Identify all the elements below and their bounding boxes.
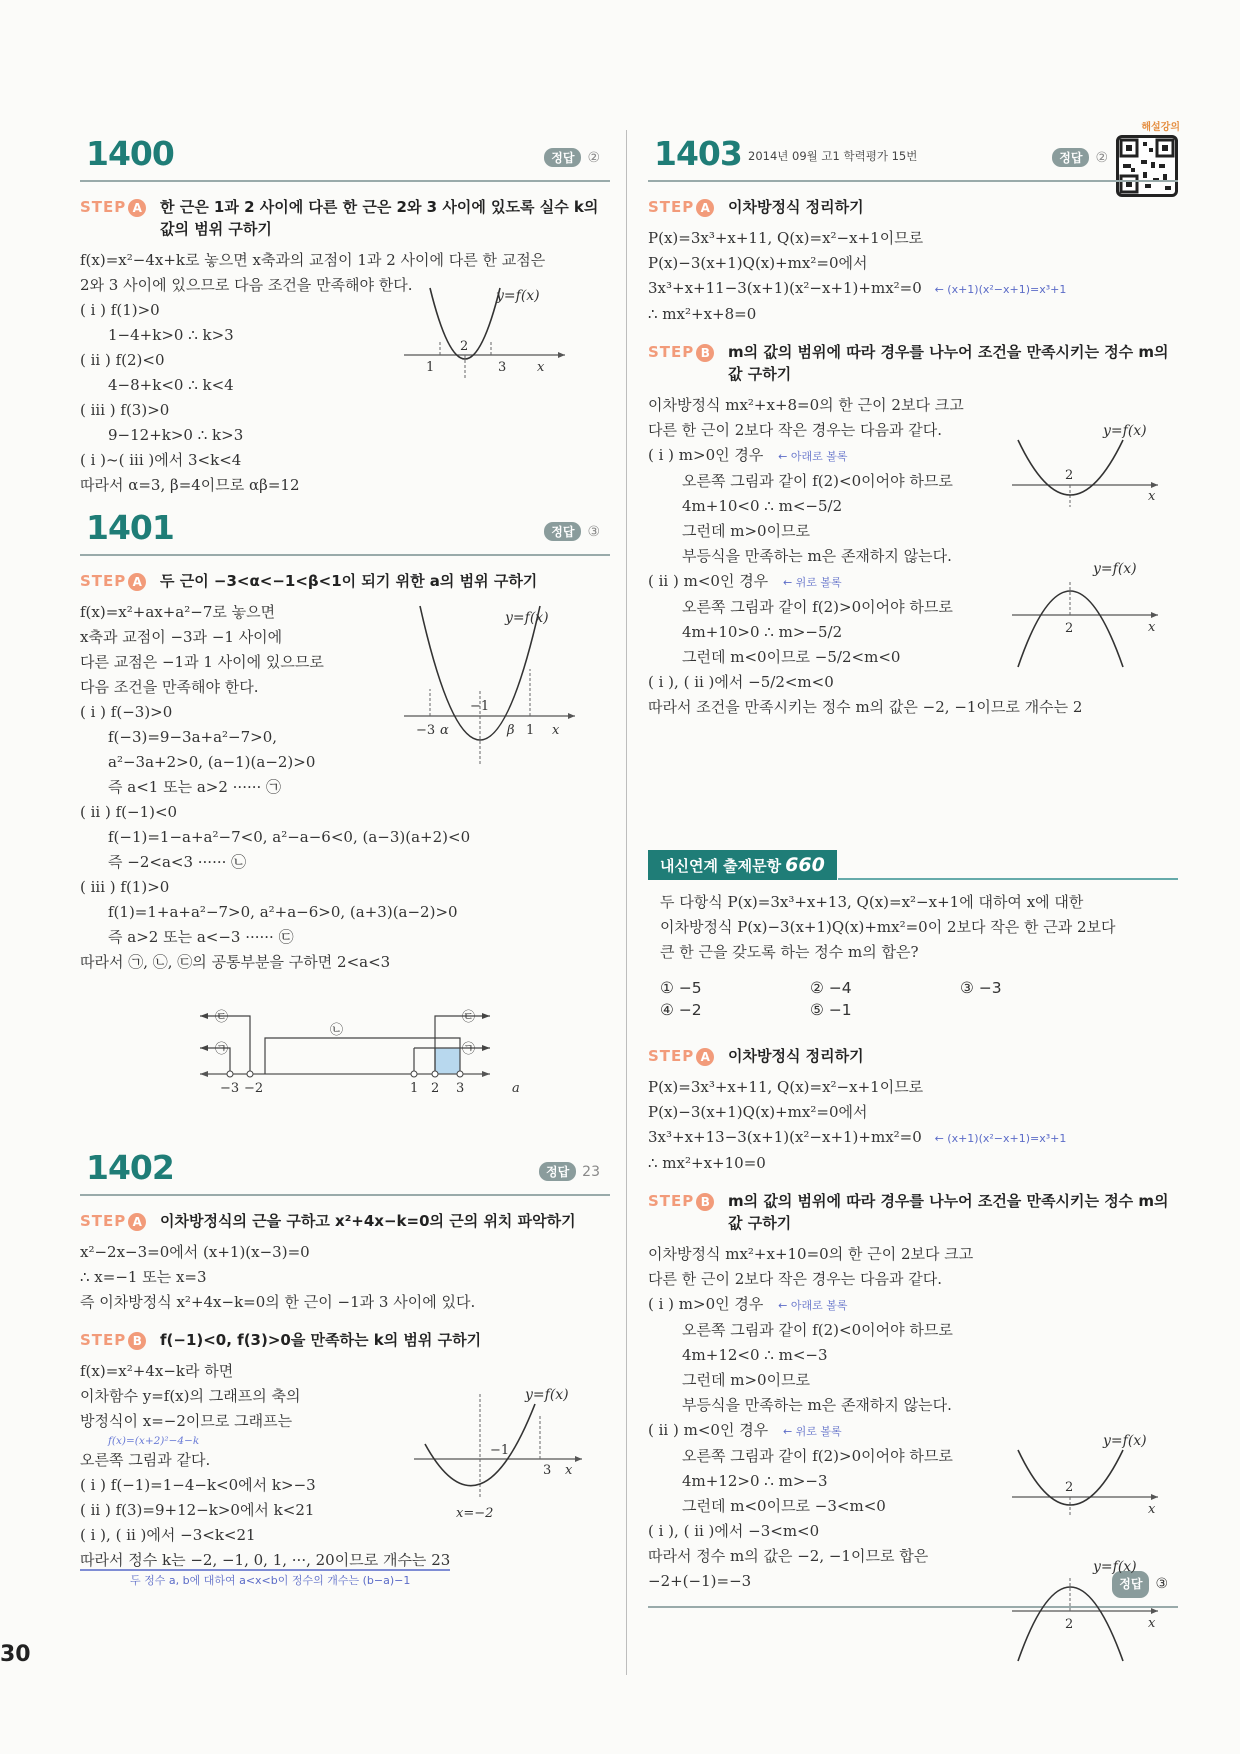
number-line-diagram [190,1004,590,1104]
solution-line: f(−3)=9−3a+a²−7>0, [108,728,278,746]
answer-badge: 정답 [1112,1571,1149,1598]
solution-line: 방정식이 x=−2이므로 그래프는 [80,1412,293,1430]
solution-line: ( ii ) f(2)<0 [80,351,165,369]
solution-line: ( i ) m>0인 경우 [648,1295,764,1313]
answer-tag [544,148,600,167]
solution-line: P(x)−3(x+1)Q(x)+mx²=0에서 [648,1103,868,1121]
solution-line: 이차함수 y=f(x)의 그래프의 축의 [80,1387,301,1405]
problem-source: 2014년 09월 고1 학력평가 15번 [748,149,918,163]
choice-3[interactable]: ③ −3 [960,979,1002,997]
solution-line: 오른쪽 그림과 같이 f(2)>0이어야 하므로 [682,1447,953,1465]
step-label: STEP A [80,196,146,218]
solution-line: 따라서 ㉠, ㉡, ㉢의 공통부분을 구하면 2<a<3 [80,953,391,971]
step-label: STEP A [80,570,146,592]
axis-label: x [1148,1616,1156,1631]
solution-line: 4m+12>0 ∴ m>−3 [682,1472,828,1490]
solution-line: −2+(−1)=−3 [648,1572,752,1590]
linked-question [648,890,1178,965]
problem-1400 [80,130,610,498]
footnote: 두 정수 a, b에 대하여 a<x<b이 정수의 개수는 (b−a)−1 [130,1574,411,1587]
choice-2[interactable]: ② −4 [810,979,852,997]
tick-label: 3 [498,360,507,375]
step-a [80,196,610,240]
step-b [648,341,1178,385]
parabola-graph [400,594,580,769]
problem-header [80,1144,610,1196]
problem-1401 [80,504,610,1096]
solution-line: 다른 한 근이 2보다 작은 경우는 다음과 같다. [648,1270,943,1288]
solution-line: ( ii ) m<0인 경우 [648,572,769,590]
solution-line: ( iii ) f(3)>0 [80,401,170,419]
region-label: ㉠ [462,1042,476,1057]
axis-label: x [552,723,560,738]
solution-line: P(x)=3x³+x+11, Q(x)=x²−x+1이므로 [648,229,924,247]
graph-label: y=f(x) [496,288,540,304]
problem-number: 1400 [86,134,174,173]
solution-line: ∴ x=−1 또는 x=3 [80,1268,207,1286]
region-label: ㉢ [215,1010,229,1025]
solution-line: x축과 교점이 −3과 −1 사이에 [80,628,283,646]
solution-line: 즉 이차방정식 x²+4x−k=0의 한 근이 −1과 3 사이에 있다. [80,1293,476,1311]
solution-line: 3x³+x+13−3(x+1)(x²−x+1)+mx²=0 [648,1128,922,1146]
solution-line: 4−8+k<0 ∴ k<4 [108,376,234,394]
linked-rule [838,878,1178,880]
graph-label: y=f(x) [1103,423,1147,439]
tick-label: 3 [543,1463,552,1478]
solution-line: 1−4+k>0 ∴ k>3 [108,326,234,344]
solution-line: f(x)=x²+4x−k라 하면 [80,1362,234,1380]
problem-1403 [648,130,1178,720]
solution-line: 오른쪽 그림과 같이 f(2)>0이어야 하므로 [682,598,953,616]
tick-label: −1 [470,699,490,714]
solution-line: ∴ mx²+x+10=0 [648,1154,766,1172]
page-number: 30 [0,1642,31,1667]
region-label: ㉠ [215,1042,229,1057]
linked-title: 내신연계 출제문항 660 [648,850,837,880]
axis-label: x [537,360,545,375]
side-note: ← (x+1)(x²−x+1)=x³+1 [934,1132,1067,1145]
linked-problem-660 [648,850,1178,1632]
solution-line: 따라서 α=3, β=4이므로 αβ=12 [80,476,300,494]
axis-of-symmetry-label: x=−2 [456,1506,494,1521]
parabola-up-graph [1008,1425,1168,1525]
graph-label: y=f(x) [1093,561,1137,577]
solution-line: 2와 3 사이에 있으므로 다음 조건을 만족해야 한다. [80,276,413,294]
problem-number: 1402 [86,1148,174,1187]
side-note: ← 아래로 볼록 [778,1299,848,1312]
linked-header [648,850,1178,880]
tick-label: α [440,723,449,738]
solution-line: 4m+10<0 ∴ m<−5/2 [682,497,843,515]
axis-label: x [565,1463,573,1478]
solution-line: f(1)=1+a+a²−7>0, a²+a−6>0, (a+3)(a−2)>0 [108,903,458,921]
region-label: ㉢ [462,1010,476,1025]
side-note: ← 위로 볼록 [782,1425,842,1438]
axis-label: x [1148,620,1156,635]
tick-label: 1 [410,1081,419,1096]
problem-header [80,130,610,182]
step-b [648,1190,1178,1234]
solution-line: 이차방정식 mx²+x+8=0의 한 근이 2보다 크고 [648,396,964,414]
parabola-graph [400,280,570,400]
solution-line: 다른 한 근이 2보다 작은 경우는 다음과 같다. [648,421,943,439]
choice-5[interactable]: ⑤ −1 [810,1001,852,1019]
answer-badge: 정답 [544,148,581,167]
step-title: 이차방정식 정리하기 [728,198,864,216]
tick-label: 1 [426,360,435,375]
step-title: f(−1)<0, f(3)>0을 만족하는 k의 범위 구하기 [160,1331,482,1349]
side-note: ← (x+1)(x²−x+1)=x³+1 [934,283,1067,296]
solution-line: 따라서 정수 m의 값은 −2, −1이므로 합은 [648,1547,929,1565]
problem-1402 [80,1144,610,1589]
answer-tag [539,1162,600,1181]
solution-line: ( i ), ( ii )에서 −5/2<m<0 [648,673,834,691]
answer-value: ③ [587,523,600,540]
solution-line: P(x)−3(x+1)Q(x)+mx²=0에서 [648,254,868,272]
solution-line: 다음 조건을 만족해야 한다. [80,678,259,696]
answer-value: ② [1095,149,1108,166]
solution-line: f(x)=x²−4x+k로 놓으면 x축과의 교점이 1과 2 사이에 다른 한 교점은 [80,251,546,269]
step-title: 한 근은 1과 2 사이에 다른 한 근은 2와 3 사이에 있도록 실수 k의 값의 범위 구하기 [160,198,599,238]
tick-label: −1 [490,1443,510,1458]
solution-line: 그런데 m>0이므로 [682,1371,811,1389]
solution-line: f(−1)=1−a+a²−7<0, a²−a−6<0, (a−3)(a+2)<0 [108,828,471,846]
tick-label: 2 [1065,621,1074,636]
solution-line: 따라서 정수 k는 −2, −1, 0, 1, ···, 20이므로 개수는 23 [80,1551,451,1569]
solution-line: 3x³+x+11−3(x+1)(x²−x+1)+mx²=0 [648,279,922,297]
tick-label: 1 [526,723,535,738]
solution-line: 부등식을 만족하는 m은 존재하지 않는다. [682,547,952,565]
step-label: STEP A [80,1210,146,1232]
solution-line: f(x)=x²+ax+a²−7로 놓으면 [80,603,276,621]
parabola-up-graph [1008,415,1168,515]
qr-label: 해설강의 [1141,122,1180,133]
question-line: 두 다항식 P(x)=3x³+x+13, Q(x)=x²−x+1에 대하여 x에 대한 [660,893,1084,911]
region-label: ㉡ [330,1023,344,1038]
solution-line: 즉 a<1 또는 a>2 ······ ㉠ [108,778,282,796]
column-divider [626,130,627,1675]
parabola-down-graph [1008,1553,1168,1663]
problem-header [648,130,1178,182]
solution-line: 오른쪽 그림과 같다. [80,1451,211,1469]
step-b [80,1329,610,1351]
solution-line: ( i ) f(1)>0 [80,301,160,319]
axis-note: f(x)=(x+2)²−4−k [108,1435,200,1447]
graph-label: y=f(x) [1103,1433,1147,1449]
choice-1[interactable]: ① −5 [660,979,702,997]
answer-tag [544,522,600,541]
solution-line: x²−2x−3=0에서 (x+1)(x−3)=0 [80,1243,310,1261]
tick-label: 2 [1065,1480,1074,1495]
tick-label: −3 [416,723,436,738]
solution-text [648,1075,1178,1176]
solution-line: 부등식을 만족하는 m은 존재하지 않는다. [682,1396,952,1414]
solution-line: 그런데 m<0이므로 −3<m<0 [682,1497,886,1515]
graph-label: y=f(x) [525,1387,569,1403]
solution-text [648,226,1178,327]
step-label: STEP A [648,1045,714,1067]
choice-4[interactable]: ④ −2 [660,1001,702,1019]
tick-label: 3 [456,1081,465,1096]
graph-label: y=f(x) [1093,1559,1137,1575]
solution-line: 그런데 m>0이므로 [682,522,811,540]
step-label: STEP B [80,1329,146,1351]
solution-line: ( i ), ( ii )에서 −3<m<0 [648,1522,820,1540]
solution-line: 따라서 조건을 만족시키는 정수 m의 값은 −2, −1이므로 개수는 2 [648,698,1083,716]
answer-value: 23 [582,1163,600,1180]
solution-line: a²−3a+2>0, (a−1)(a−2)>0 [108,753,316,771]
step-label: STEP A [648,196,714,218]
solution-line: ( ii ) m<0인 경우 [648,1421,769,1439]
answer-badge: 정답 [544,522,581,541]
question-line: 이차방정식 P(x)−3(x+1)Q(x)+mx²=0이 2보다 작은 한 근과 2보다 [660,918,1116,936]
solution-line: ( i ) f(−1)=1−4−k<0에서 k>−3 [80,1476,316,1494]
solution-line: P(x)=3x³+x+11, Q(x)=x²−x+1이므로 [648,1078,924,1096]
step-title: 두 근이 −3<α<−1<β<1이 되기 위한 a의 범위 구하기 [160,572,538,590]
graph-label: y=f(x) [505,610,549,626]
solution-line: ( i )~( iii )에서 3<k<4 [80,451,242,469]
solution-line: 이차방정식 mx²+x+10=0의 한 근이 2보다 크고 [648,1245,974,1263]
problem-number: 1403 [654,134,742,173]
solution-line: ( i ) f(−3)>0 [80,703,173,721]
answer-badge: 정답 [539,1162,576,1181]
answer-tag [1052,148,1108,167]
tick-label: β [507,723,515,738]
answer-value: ③ [1155,1576,1168,1592]
answer-choices [648,979,1178,1019]
solution-line: 그런데 m<0이므로 −5/2<m<0 [682,648,901,666]
solution-line: 다른 교점은 −1과 1 사이에 있으므로 [80,653,324,671]
solution-line: 4m+10>0 ∴ m>−5/2 [682,623,843,641]
solution-line: 4m+12<0 ∴ m<−3 [682,1346,828,1364]
solution-line: 오른쪽 그림과 같이 f(2)<0이어야 하므로 [682,1321,953,1339]
axis-label: x [1148,1502,1156,1517]
step-a [80,570,610,592]
tick-label: 2 [1065,468,1074,483]
side-note: ← 아래로 볼록 [778,450,848,463]
step-a [80,1210,610,1232]
solution-line: 즉 −2<a<3 ······ ㉡ [108,853,247,871]
side-note: ← 위로 볼록 [782,576,842,589]
axis-label: x [1148,489,1156,504]
problem-number: 1401 [86,508,174,547]
tick-label: −2 [244,1081,264,1096]
tick-label: −3 [220,1081,240,1096]
step-a [648,1045,1178,1067]
solution-text [80,1240,610,1315]
step-title: m의 값의 범위에 따라 경우를 나누어 조건을 만족시키는 정수 m의 값 구하기 [728,1192,1169,1232]
answer-badge: 정답 [1052,148,1089,167]
solution-line: 오른쪽 그림과 같이 f(2)<0이어야 하므로 [682,472,953,490]
axis-label: a [512,1081,520,1096]
step-title: 이차방정식의 근을 구하고 x²+4x−k=0의 근의 위치 파악하기 [160,1212,576,1230]
solution-line: ( i ) m>0인 경우 [648,446,764,464]
solution-line: ( i ), ( ii )에서 −3<k<21 [80,1526,256,1544]
parabola-graph [410,1374,590,1524]
solution-line: ( ii ) f(3)=9+12−k>0에서 k<21 [80,1501,315,1519]
tick-label: 2 [460,339,469,354]
tick-label: 2 [431,1081,440,1096]
solution-line: ( ii ) f(−1)<0 [80,803,178,821]
step-title: m의 값의 범위에 따라 경우를 나누어 조건을 만족시키는 정수 m의 값 구하기 [728,343,1169,383]
step-a [648,196,1178,218]
question-line: 큰 한 근을 갖도록 하는 정수 m의 합은? [660,943,919,961]
solution-line: ∴ mx²+x+8=0 [648,305,757,323]
problem-header [80,504,610,556]
step-title: 이차방정식 정리하기 [728,1047,864,1065]
tick-label: 2 [1065,1617,1074,1632]
solution-line: 즉 a>2 또는 a<−3 ······ ㉢ [108,928,294,946]
parabola-down-graph [1008,555,1168,670]
solution-line: ( iii ) f(1)>0 [80,878,170,896]
step-label: STEP B [648,341,714,363]
answer-value: ② [587,149,600,166]
solution-line: 9−12+k>0 ∴ k>3 [108,426,244,444]
step-label: STEP B [648,1190,714,1212]
